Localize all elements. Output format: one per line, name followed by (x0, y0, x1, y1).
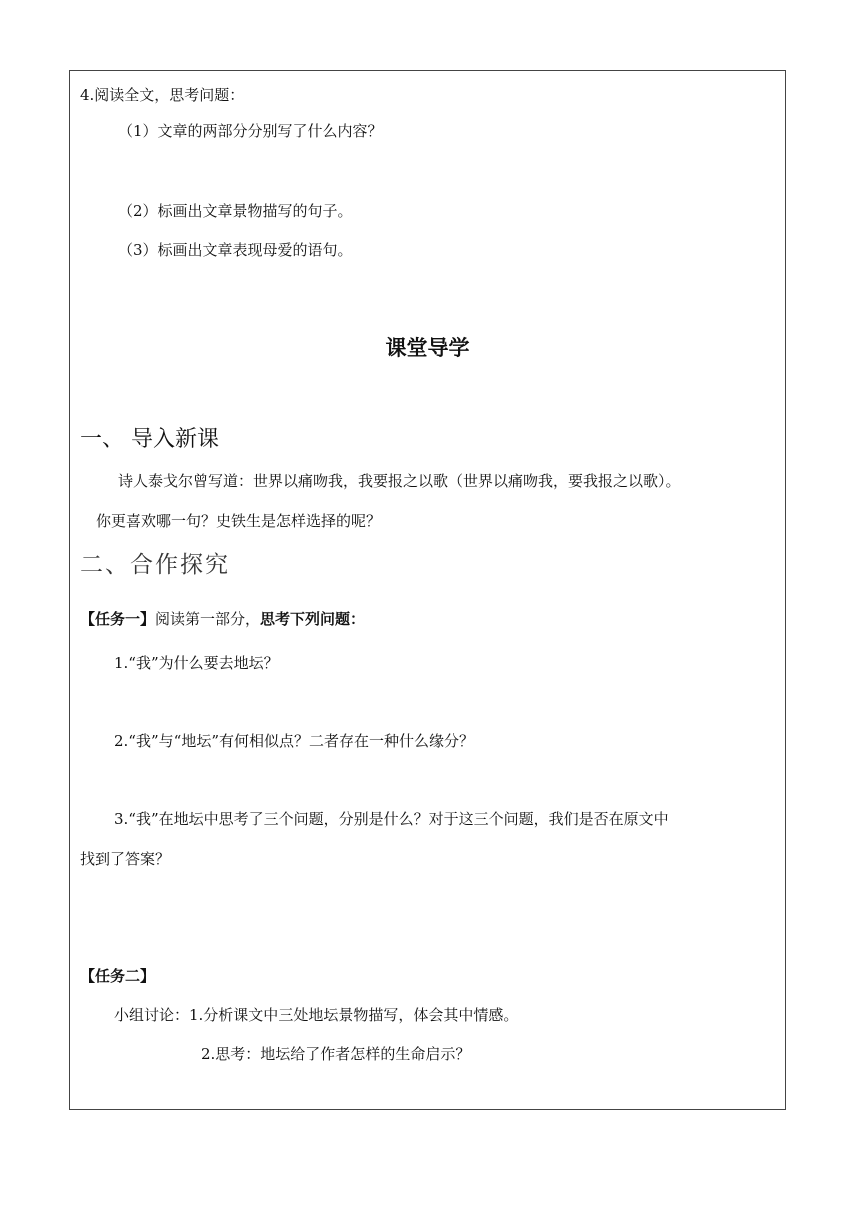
task1-bold-text: 思考下列问题： (260, 610, 366, 628)
reading-question-4: 4.阅读全文，思考问题： (80, 86, 245, 104)
task2-line1: 小组讨论：1.分析课文中三处地坛景物描写，体会其中情感。 (114, 1006, 519, 1024)
task2-tag: 【任务二】 (80, 967, 156, 985)
reading-subquestion-2: （2）标画出文章景物描写的句子。 (118, 202, 353, 220)
section2-heading: 二、合作探究 (80, 552, 230, 578)
section-title: 课堂导学 (385, 336, 470, 360)
task1-line (80, 609, 365, 629)
task1-question-2: 2.“我”与“地坛”有何相似点？二者存在一种什么缘分？ (114, 732, 474, 750)
reading-subquestion-3: （3）标画出文章表现母爱的语句。 (118, 241, 353, 259)
task1-question-3-line2: 找到了答案？ (80, 850, 171, 868)
task1-text: 阅读第一部分， (155, 610, 261, 628)
task2-line2: 2.思考：地坛给了作者怎样的生命启示？ (201, 1045, 471, 1063)
worksheet-table (69, 70, 786, 1110)
task1-question-1: 1.“我”为什么要去地坛？ (114, 654, 279, 672)
reading-subquestion-1: （1）文章的两部分分别写了什么内容？ (118, 122, 383, 140)
intro-paragraph-line1: 诗人泰戈尔曾写道：世界以痛吻我，我要报之以歌（世界以痛吻我，要我报之以歌）。 (118, 472, 681, 490)
task1-question-3-line1: 3.“我”在地坛中思考了三个问题，分别是什么？对于这三个问题，我们是否在原文中 (114, 810, 669, 828)
intro-paragraph-line2: 你更喜欢哪一句？史铁生是怎样选择的呢？ (96, 512, 382, 530)
section1-heading: 一、 导入新课 (80, 427, 219, 452)
task1-tag: 【任务一】 (80, 610, 156, 628)
